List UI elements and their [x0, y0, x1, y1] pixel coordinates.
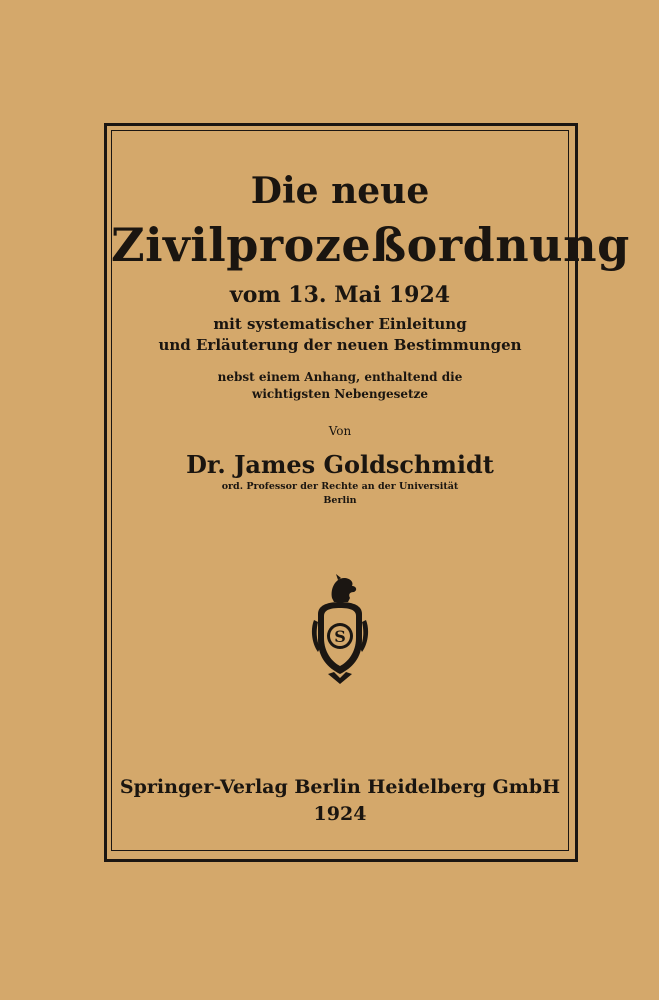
appendix-line-1: nebst einem Anhang, enthaltend die — [217, 370, 463, 384]
title-date: vom 13. Mai 1924 — [229, 282, 451, 308]
publisher: Springer-Verlag Berlin Heidelberg GmbH — [119, 776, 561, 798]
title-line-1: Die neue — [250, 170, 430, 212]
springer-horse-emblem-icon — [308, 570, 372, 686]
by-label: Von — [328, 424, 352, 438]
emblem-monogram: S — [334, 627, 346, 646]
appendix-line-2: wichtigsten Nebengesetze — [251, 387, 428, 401]
author-title-line-2: Berlin — [323, 495, 357, 506]
publication-year: 1924 — [313, 803, 367, 825]
subtitle-line-1: mit systematischer Einleitung — [213, 315, 467, 333]
subtitle-line-2: und Erläuterung der neuen Bestimmungen — [158, 336, 522, 354]
title-line-2: Zivilprozeßordnung — [111, 218, 630, 272]
author-name: Dr. James Goldschmidt — [186, 450, 494, 479]
author-title-line-1: ord. Professor der Rechte an der Universität — [221, 481, 459, 492]
